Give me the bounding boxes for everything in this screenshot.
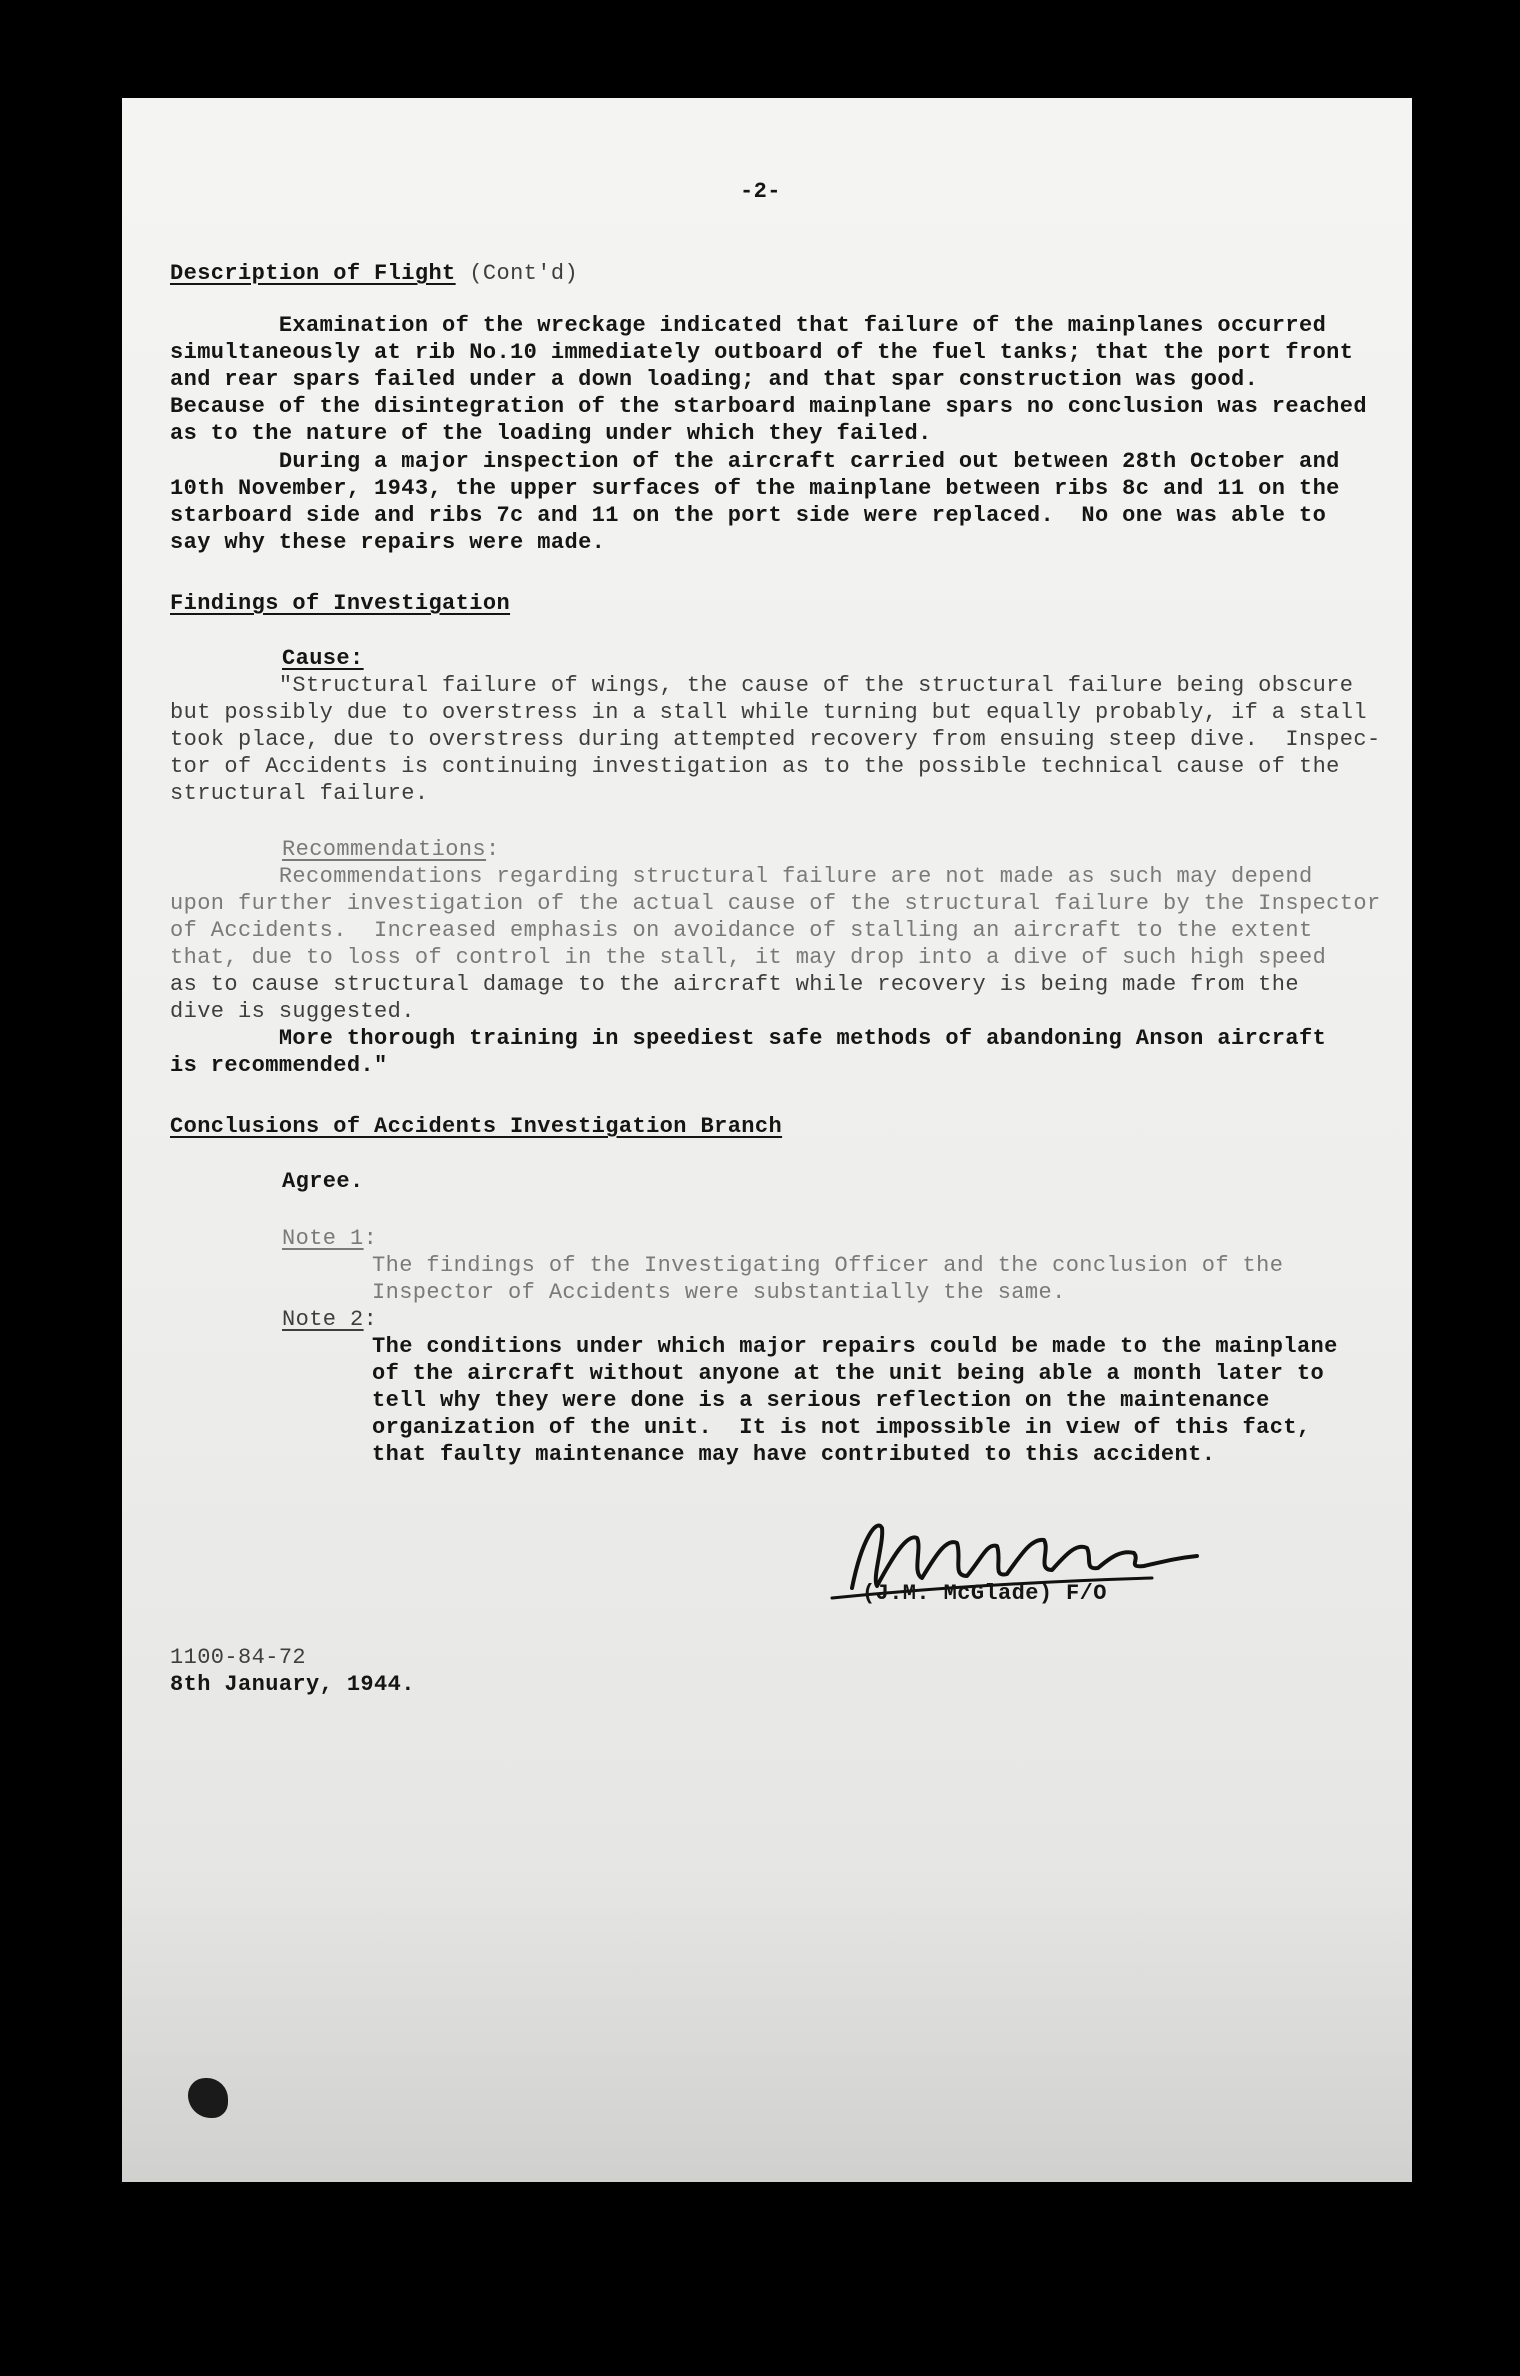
section-heading-findings: Findings of Investigation	[170, 591, 511, 616]
recommendations-line: upon further investigation of the actual cause of the structural failure by the Inspector	[170, 891, 1381, 916]
cause-line: tor of Accidents is continuing investigation as to the possible technical cause of the	[170, 754, 1340, 779]
cause-line: took place, due to overstress during attempted recovery from ensuing steep dive. Inspec-	[170, 727, 1381, 752]
note2-line: The conditions under which major repairs could be made to the mainplane	[372, 1334, 1338, 1359]
recommendations-line: of Accidents. Increased emphasis on avoidance of stalling an aircraft to the extent	[170, 918, 1313, 943]
note1-label: Note 1:	[282, 1226, 378, 1251]
note2-line: organization of the unit. It is not impossible in view of this fact,	[372, 1415, 1311, 1440]
section-heading-conclusions: Conclusions of Accidents Investigation Branch	[170, 1114, 783, 1139]
recommendations-line: is recommended."	[170, 1053, 388, 1078]
document-date: 8th January, 1944.	[170, 1672, 415, 1697]
flight-line: say why these repairs were made.	[170, 530, 606, 555]
flight-line: and rear spars failed under a down loading; and that spar construction was good.	[170, 367, 1259, 392]
note2-line: of the aircraft without anyone at the unit being able a month later to	[372, 1361, 1325, 1386]
note2-label: Note 2:	[282, 1307, 378, 1332]
cause-label: Cause:	[282, 646, 364, 671]
cause-line: structural failure.	[170, 781, 429, 806]
note1-line: The findings of the Investigating Officer and the conclusion of the	[372, 1253, 1284, 1278]
document-page	[122, 98, 1412, 2182]
note1-line: Inspector of Accidents were substantially the same.	[372, 1280, 1066, 1305]
recommendations-line: More thorough training in speediest safe methods of abandoning Anson aircraft	[170, 1026, 1327, 1051]
section-heading-flight: Description of Flight (Cont'd)	[170, 261, 579, 286]
flight-line: as to the nature of the loading under which they failed.	[170, 421, 932, 446]
flight-line: 10th November, 1943, the upper surfaces of the mainplane between ribs 8c and 11 on the	[170, 476, 1340, 501]
recommendations-label: Recommendations:	[282, 837, 500, 862]
note2-line: tell why they were done is a serious reflection on the maintenance	[372, 1388, 1270, 1413]
recommendations-line: Recommendations regarding structural failure are not made as such may depend	[170, 864, 1313, 889]
note2-line: that faulty maintenance may have contributed to this accident.	[372, 1442, 1216, 1467]
flight-line: starboard side and ribs 7c and 11 on the port side were replaced. No one was able to	[170, 503, 1327, 528]
flight-line: Because of the disintegration of the starboard mainplane spars no conclusion was reached	[170, 394, 1367, 419]
recommendations-line: as to cause structural damage to the aircraft while recovery is being made from the	[170, 972, 1299, 997]
flight-line: simultaneously at rib No.10 immediately outboard of the fuel tanks; that the port front	[170, 340, 1354, 365]
signer-name: (J.M. McGlade) F/O	[862, 1581, 1107, 1606]
recommendations-line: dive is suggested.	[170, 999, 415, 1024]
flight-line: During a major inspection of the aircraft carried out between 28th October and	[170, 449, 1340, 474]
file-reference: 1100-84-72	[170, 1645, 307, 1670]
recommendations-line: that, due to loss of control in the stall, it may drop into a dive of such high speed	[170, 945, 1327, 970]
agree-text: Agree.	[282, 1169, 364, 1194]
page-number: -2-	[740, 179, 781, 204]
cause-line: but possibly due to overstress in a stall while turning but equally probably, if a stall	[170, 700, 1367, 725]
flight-line: Examination of the wreckage indicated that failure of the mainplanes occurred	[170, 313, 1327, 338]
cause-line: "Structural failure of wings, the cause of the structural failure being obscure	[170, 673, 1354, 698]
